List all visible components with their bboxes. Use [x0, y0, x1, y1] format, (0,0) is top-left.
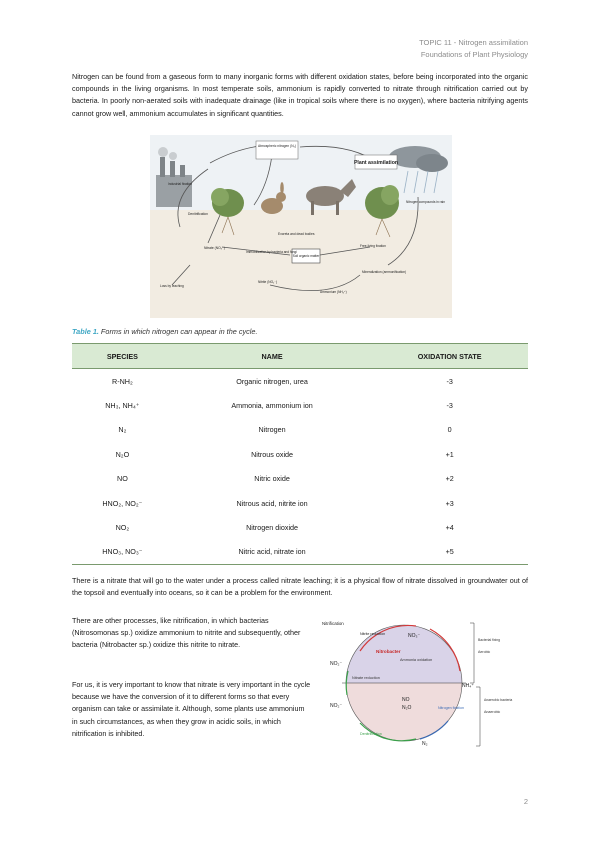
table-caption-text: Forms in which nitrogen can appear in the cycle.	[98, 327, 258, 336]
intro-paragraph: Nitrogen can be found from a gaseous form to many inorganic forms with different oxidation states, before being incorporated into the organic compounds in the living organisms. In most temperate soils, ammonium is rapidly converted to nitrate through nitrification carried out by bacteria. In poorly non-aerated soils with inadequate drainage (like in tropical soils where there is no oxygen), where bacteria nitrifying agents cannot grow well, ammonium accumulates in significant quantities.	[72, 72, 528, 118]
cell-species: NH₃, NH₄⁺	[105, 401, 140, 411]
header-species: SPECIES	[72, 344, 173, 369]
label-aerobic: Aerobic	[478, 650, 491, 654]
label-nitrite-reduction: Nitrite reduction	[360, 632, 386, 636]
label-soil-organic: Soil organic matter	[292, 254, 320, 258]
nitrification-paragraph: There are other processes, like nitrification, in which bacterias (Nitrosomonas sp.) oxidize ammonium to nitrite and subsequently, other bacteria (Nitrobacter sp.) oxidize this nitrite to nitrate.	[72, 616, 301, 650]
label-no2-left: NO₂⁻	[330, 661, 343, 667]
table-row	[72, 491, 528, 515]
label-no2-lower: NO₂⁻	[330, 703, 343, 709]
cell-oxidation: +2	[445, 474, 454, 484]
label-nitrate: Nitrate (NO₃⁻)	[204, 246, 225, 250]
label-plant-assimilation: Plant assimilation	[353, 160, 399, 166]
cell-species: NO₂	[115, 523, 130, 533]
label-nitrification: Nitrification	[322, 621, 344, 626]
cell-oxidation: -3	[446, 401, 453, 411]
header-course: Foundations of Plant Physiology	[420, 50, 528, 59]
table-row	[72, 369, 528, 394]
label-ammonia-oxidation: Ammonia oxidation	[400, 658, 433, 662]
label-loss-leaching: Loss by leaching	[160, 284, 184, 288]
label-nitrate-reduction: Nitrate reduction	[352, 676, 380, 680]
table-row	[72, 393, 528, 417]
table-row	[72, 540, 528, 565]
cell-species: HNO₂, NO₂⁻	[102, 498, 143, 508]
label-anaerobic-bacteria: Anaerobic bacteria	[484, 698, 513, 702]
table-row	[72, 515, 528, 539]
label-denitrification: Denitrification	[188, 212, 208, 216]
label-n2o: N₂O	[402, 705, 412, 711]
importance-paragraph: For us, it is very important to know that nitrate is very important in the cycle because we have the conversion of it to different forms so that every organism can take or assimilate it. Although, some plants use ammonium in such circumstances, as when they grow in acidic soils, in which nitrification is inhibited.	[72, 680, 311, 738]
cell-name: Ammonia, ammonium ion	[231, 401, 313, 411]
label-ammonium: Ammonium (NH₄⁺)	[320, 290, 347, 294]
label-atmospheric: Atmospheric nitrogen (N₂)	[258, 144, 296, 148]
header-oxidation: OXIDATION STATE	[371, 344, 528, 369]
nitrogen-cycle-figure	[150, 135, 452, 318]
cell-oxidation: +1	[445, 449, 454, 459]
page-number: 2	[523, 797, 528, 806]
label-free-living: Free-living fixation	[360, 244, 386, 248]
cell-name: Nitric acid, nitrate ion	[173, 540, 372, 565]
table-header-row	[72, 344, 528, 369]
label-nh4: NH₄⁺	[462, 683, 474, 689]
table-caption-label: Table 1.	[72, 327, 99, 336]
label-industrial: Industrial fixation	[168, 182, 192, 186]
nitrogen-circle-diagram	[320, 611, 530, 758]
cell-species: R-NH₂	[112, 376, 133, 386]
oxidation-states-table	[72, 343, 528, 565]
cell-oxidation: +3	[445, 498, 454, 508]
cell-species: N₂	[118, 425, 127, 435]
table-row	[72, 442, 528, 466]
label-n2: N₂	[422, 741, 428, 747]
label-immobilization: Immobilization by bacteria and fungi	[246, 250, 297, 254]
cell-oxidation: +5	[371, 540, 528, 565]
cell-oxidation: 0	[447, 425, 452, 435]
cell-name: Nitrogen dioxide	[246, 523, 299, 533]
label-no3: NO₃⁻	[408, 633, 421, 639]
table-row	[72, 418, 528, 442]
label-denitrification: Denitrification	[360, 732, 382, 736]
cell-name: Nitric oxide	[254, 474, 290, 484]
label-nitrite: Nitrite (NO₂⁻)	[258, 280, 278, 284]
label-rain: Nitrogen compounds in rain	[406, 200, 445, 204]
table-row	[72, 467, 528, 491]
header-name: NAME	[173, 344, 372, 369]
cell-name: Nitrous oxide	[251, 449, 294, 459]
page-header	[419, 37, 528, 61]
cell-species: NO	[117, 474, 128, 484]
cell-name: Nitrogen	[258, 425, 286, 435]
label-nitrobacter: Nitrobacter	[376, 649, 401, 654]
label-anaerobic: Anaerobic	[484, 710, 501, 714]
table-caption	[72, 327, 258, 336]
cell-species: N₂O	[115, 449, 130, 459]
cell-species: HNO₃, NO₃⁻	[72, 540, 173, 565]
label-bacterial-fixing: Bacterial fixing	[478, 638, 501, 642]
leaching-paragraph: There is a nitrate that will go to the water under a process called nitrate leaching; it is a physical flow of nitrate dissolved in groundwater out of the topsoil and eventually into oceans, so it can be a problem for the environment.	[72, 576, 528, 598]
cell-oxidation: -3	[446, 376, 453, 386]
header-topic: TOPIC 11 - Nitrogen assimilation	[419, 38, 528, 47]
label-excreta: Excreta and dead bodies	[278, 232, 315, 236]
label-mineralization: Mineralization (ammonification)	[362, 270, 407, 274]
label-nitrogen-fixation: Nitrogen fixation	[438, 706, 464, 710]
cell-name: Organic nitrogen, urea	[236, 376, 308, 386]
cell-oxidation: +4	[445, 523, 454, 533]
label-no: NO	[402, 697, 410, 703]
cell-name: Nitrous acid, nitrite ion	[236, 498, 308, 508]
